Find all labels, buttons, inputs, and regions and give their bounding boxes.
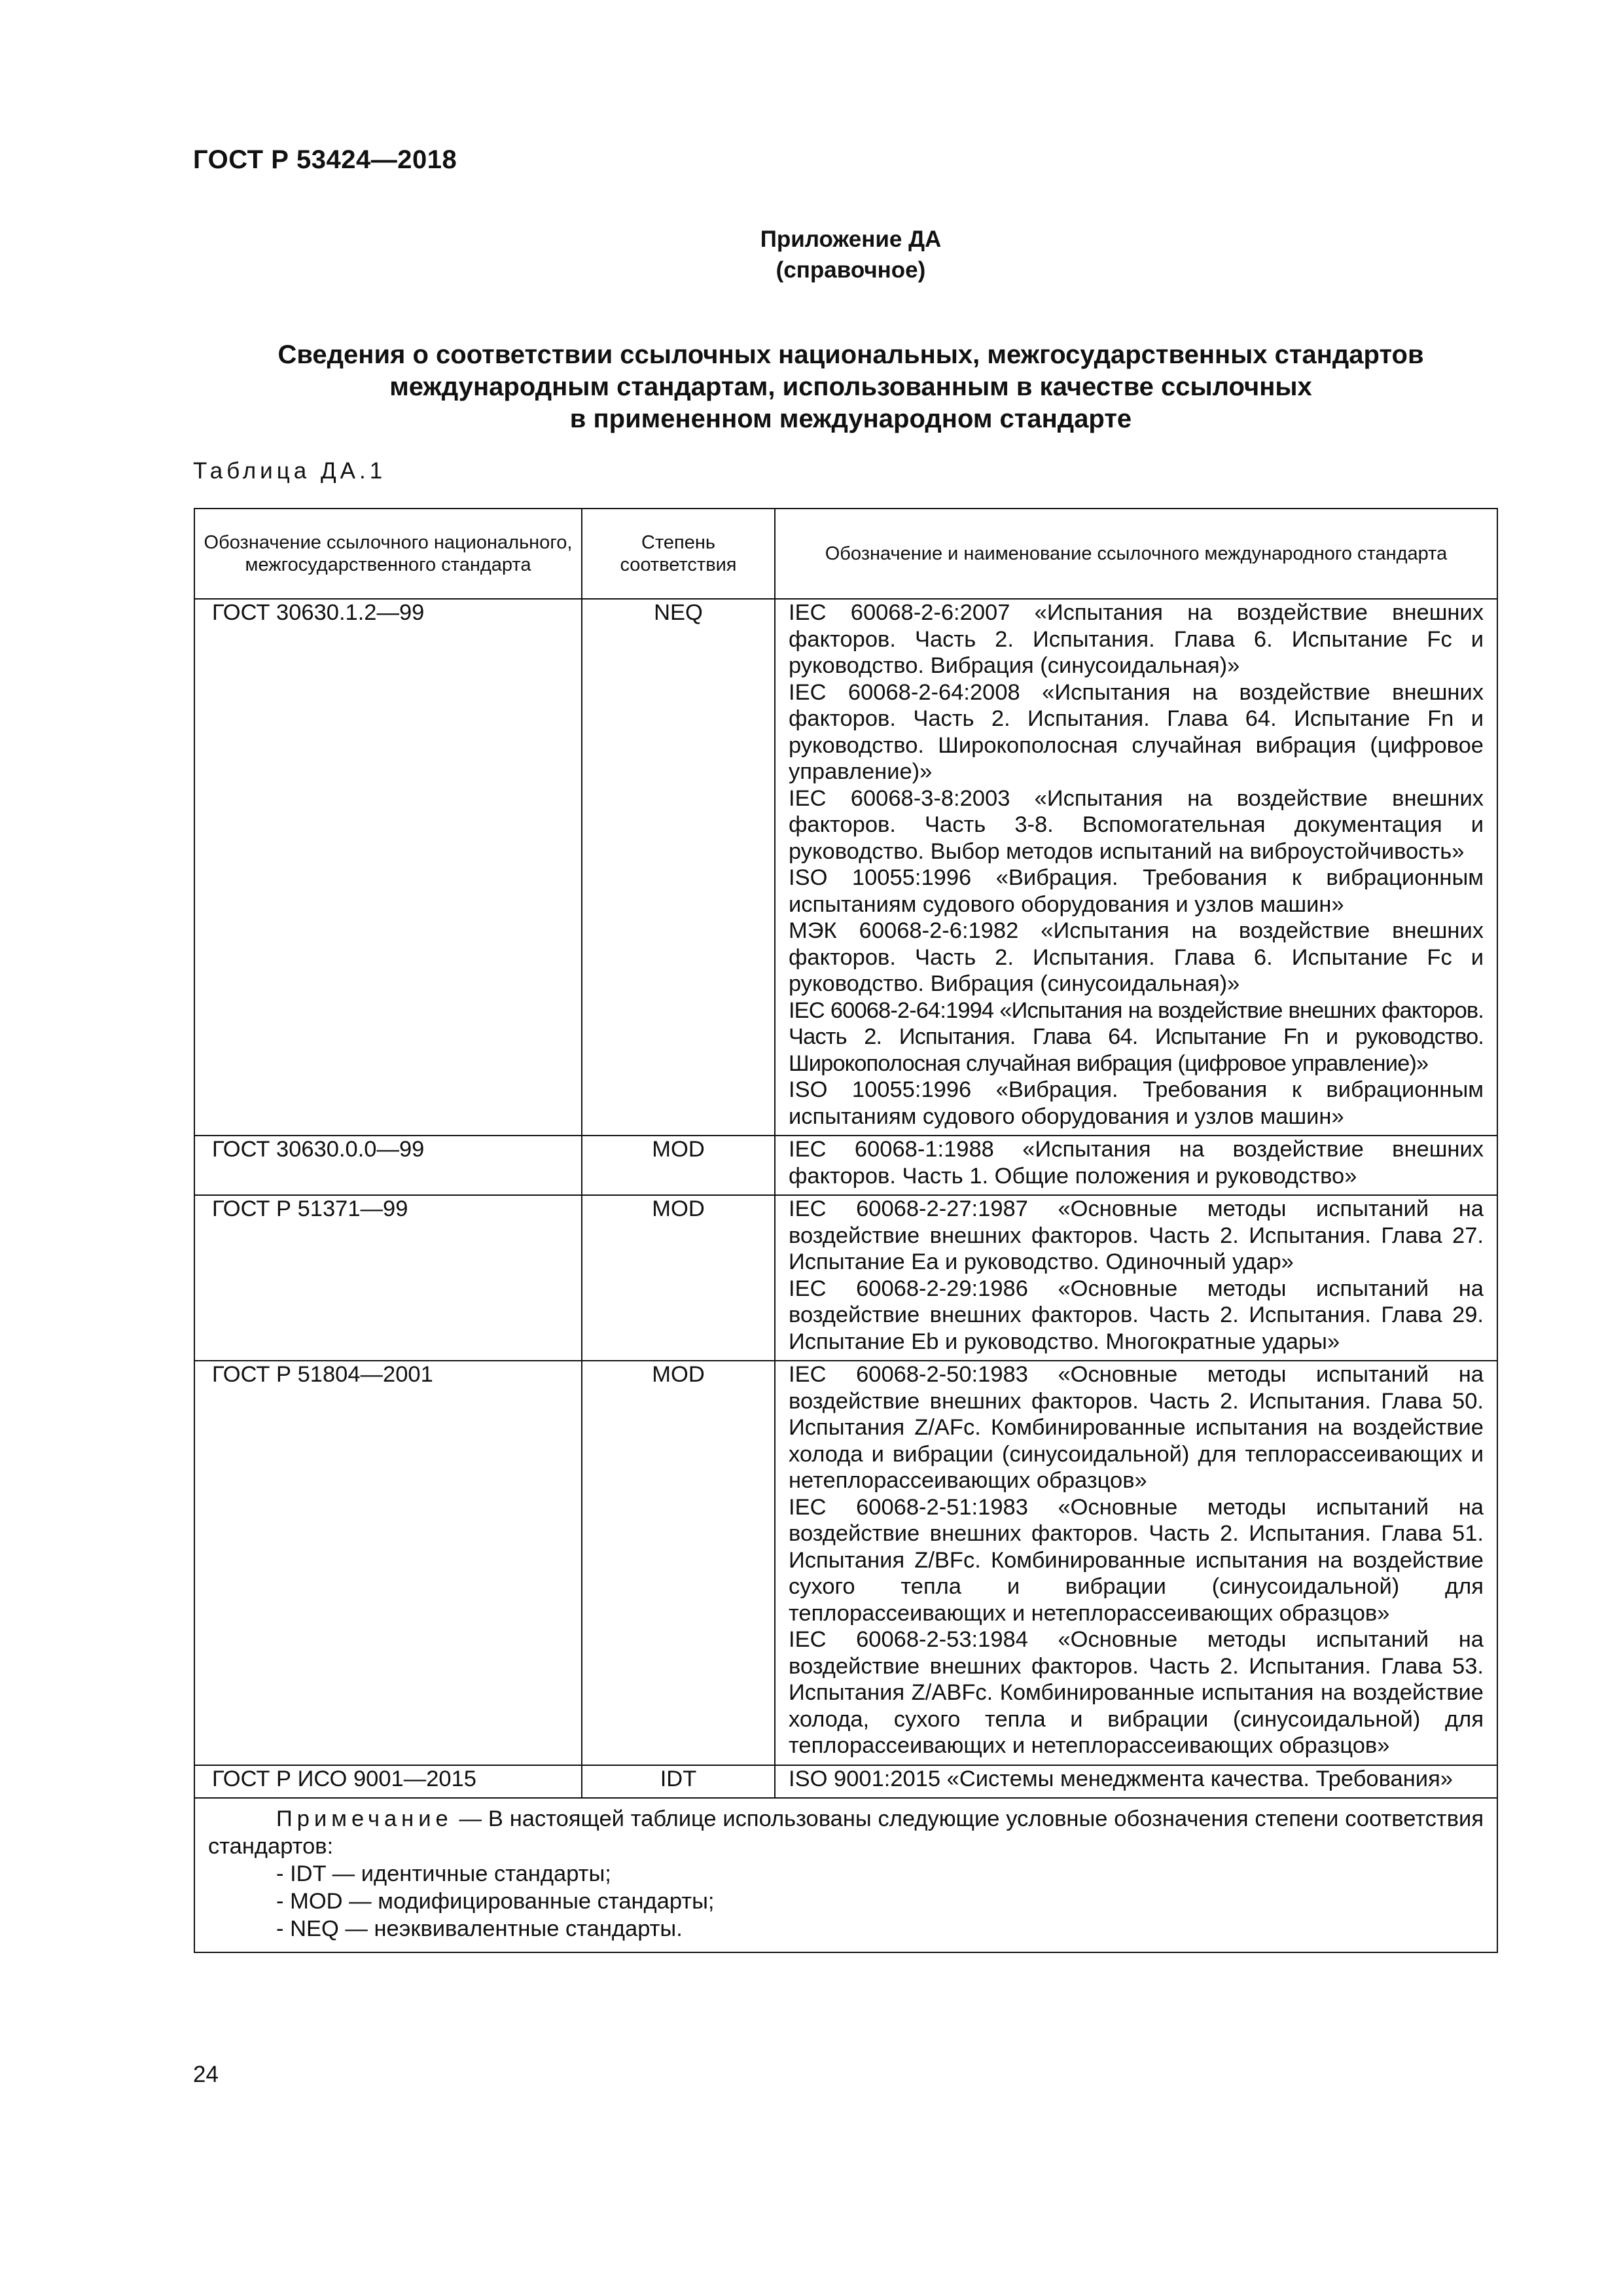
- table-header-row: [194, 509, 1497, 599]
- note-paragraph: [208, 1805, 1484, 1860]
- degree-cell: IDT: [582, 1765, 775, 1799]
- table-row: [194, 1195, 1497, 1361]
- table-row: [194, 1361, 1497, 1765]
- main-title: [196, 339, 1505, 435]
- international-standard-cell: [775, 1361, 1497, 1765]
- appendix-title: Приложение ДА: [760, 226, 942, 252]
- international-standard-item: IEC 60068-3-8:2003 «Испытания на воздействие внешних факторов. Часть 3-8. Вспомогательная документация и руководство. Выбор методов испытаний на виброустойчивость»: [789, 785, 1484, 864]
- international-standard-item: ISO 10055:1996 «Вибрация. Требования к вибрационным испытаниям судового оборудования и узлов машин»: [789, 865, 1484, 917]
- international-standard-item: МЭК 60068-2-6:1982 «Испытания на воздействие внешних факторов. Часть 2. Испытания. Глава 6. Испытание Fc и руководство. Вибрация (синусоидальная)»: [789, 918, 1484, 996]
- national-standard-cell: ГОСТ Р 51804—2001: [194, 1361, 582, 1765]
- note-item: - MOD — модифицированные стандарты;: [276, 1889, 715, 1914]
- international-standard-item: IEC 60068-2-51:1983 «Основные методы испытаний на воздействие внешних факторов. Часть 2. Испытания. Глава 51. Испытания Z/BFc. Комбинированные испытания на воздействие сухого тепла и вибрации (синусоидальной) для теплорассеивающих и нетеплорассеивающих образцов»: [789, 1494, 1484, 1626]
- table-row: [194, 1765, 1497, 1799]
- document-code: ГОСТ Р 53424—2018: [193, 145, 457, 174]
- national-standard-cell: ГОСТ 30630.1.2—99: [194, 599, 582, 1136]
- table-row: [194, 1136, 1497, 1195]
- note-label: Примечание: [276, 1806, 453, 1831]
- main-title-line-1: Сведения о соответствии ссылочных национальных, межгосударственных стандартов: [277, 340, 1424, 369]
- degree-cell: MOD: [582, 1195, 775, 1361]
- appendix-heading: [654, 224, 1047, 285]
- international-standard-cell: [775, 599, 1497, 1136]
- table-note-row: [194, 1798, 1497, 1952]
- standards-table: [194, 508, 1498, 1953]
- international-standard-item: IEC 60068-2-50:1983 «Основные методы испытаний на воздействие внешних факторов. Часть 2. Испытания. Глава 50. Испытания Z/AFc. Комбинированные испытания на воздействие холода и вибрации (синусоидальной) для теплорассеивающих и нетеплорассеивающих образцов»: [789, 1362, 1484, 1493]
- header-international-standard: Обозначение и наименование ссылочного международного стандарта: [775, 509, 1497, 599]
- main-title-line-2: международным стандартам, использованным в качестве ссылочных: [389, 372, 1312, 401]
- national-standard-cell: ГОСТ 30630.0.0—99: [194, 1136, 582, 1195]
- note-item: - NEQ — неэквивалентные стандарты.: [276, 1916, 683, 1941]
- international-standard-item: IEC 60068-2-64:2008 «Испытания на воздействие внешних факторов. Часть 2. Испытания. Глава 64. Испытание Fn и руководство. Широкополосная случайная вибрация (цифровое управление)»: [789, 679, 1484, 784]
- main-title-line-3: в примененном международном стандарте: [569, 404, 1132, 433]
- international-standard-item: IEC 60068-1:1988 «Испытания на воздействие внешних факторов. Часть 1. Общие положения и руководство»: [789, 1137, 1484, 1189]
- international-standard-item: IEC 60068-2-6:2007 «Испытания на воздействие внешних факторов. Часть 2. Испытания. Глава 6. Испытание Fc и руководство. Вибрация (синусоидальная)»: [789, 600, 1484, 678]
- degree-cell: MOD: [582, 1136, 775, 1195]
- header-national-standard: Обозначение ссылочного национального, межгосударственного стандарта: [194, 509, 582, 599]
- header-degree: Степень соответствия: [582, 509, 775, 599]
- international-standard-item: IEC 60068-2-27:1987 «Основные методы испытаний на воздействие внешних факторов. Часть 2. Испытания. Глава 27. Испытание Ea и руководство. Одиночный удар»: [789, 1196, 1484, 1274]
- national-standard-cell: ГОСТ Р ИСО 9001—2015: [194, 1765, 582, 1799]
- appendix-type: (справочное): [776, 257, 926, 283]
- international-standard-cell: [775, 1195, 1497, 1361]
- note-item: - IDT — идентичные стандарты;: [276, 1861, 611, 1886]
- international-standard-cell: [775, 1765, 1497, 1799]
- international-standard-item: IEC 60068-2-53:1984 «Основные методы испытаний на воздействие внешних факторов. Часть 2. Испытания. Глава 53. Испытания Z/ABFc. Комбинированные испытания на воздействие холода, сухого тепла и вибрации (синусоидальной) для теплорассеивающих и нетеплорассеивающих образцов»: [789, 1627, 1484, 1758]
- table-note: [194, 1798, 1497, 1952]
- international-standard-cell: [775, 1136, 1497, 1195]
- table-row: [194, 599, 1497, 1136]
- page-number: 24: [193, 2062, 219, 2087]
- degree-cell: MOD: [582, 1361, 775, 1765]
- international-standard-item: ISO 9001:2015 «Системы менеджмента качества. Требования»: [789, 1766, 1453, 1791]
- international-standard-item: ISO 10055:1996 «Вибрация. Требования к вибрационным испытаниям судового оборудования и узлов машин»: [789, 1077, 1484, 1129]
- table-label: Таблица ДА.1: [193, 458, 387, 484]
- international-standard-item: IEC 60068-2-29:1986 «Основные методы испытаний на воздействие внешних факторов. Часть 2. Испытания. Глава 29. Испытание Eb и руководство. Многократные удары»: [789, 1276, 1484, 1354]
- national-standard-cell: ГОСТ Р 51371—99: [194, 1195, 582, 1361]
- note-text: — В настоящей таблице использованы следующие условные обозначения степени соответствия стандартов:: [208, 1806, 1484, 1859]
- degree-cell: NEQ: [582, 599, 775, 1136]
- international-standard-item: IEC 60068-2-64:1994 «Испытания на воздействие внешних факторов. Часть 2. Испытания. Глава 64. Испытание Fn и руководство. Широкополосная случайная вибрация (цифровое управление)»: [789, 997, 1484, 1076]
